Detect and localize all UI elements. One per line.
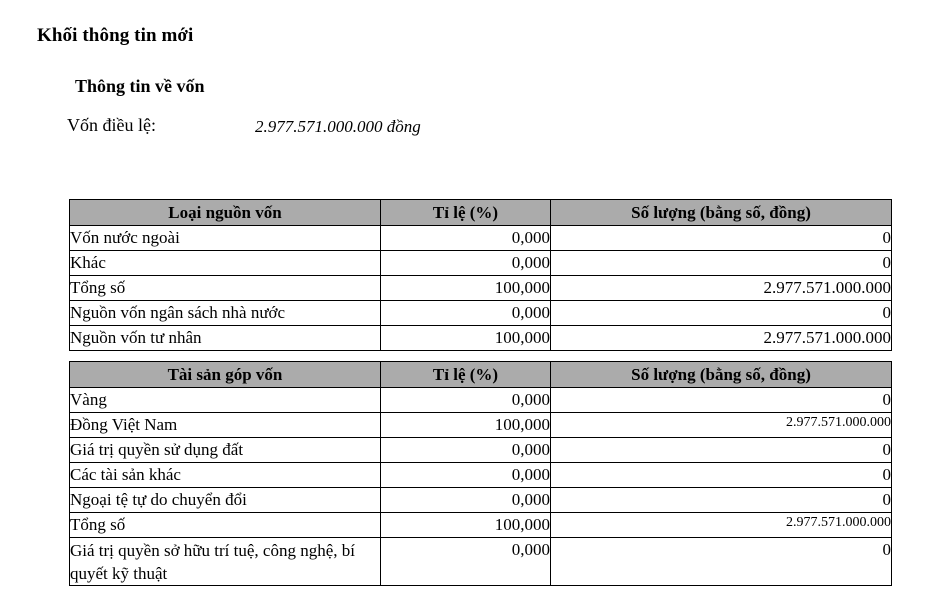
cell-rate: 100,000 xyxy=(381,513,551,538)
cell-rate: 0,000 xyxy=(381,388,551,413)
cell-source-type: Khác xyxy=(70,251,381,276)
cell-source-type: Nguồn vốn ngân sách nhà nước xyxy=(70,301,381,326)
cell-amount: 0 xyxy=(551,463,892,488)
cell-amount: 2.977.571.000.000 xyxy=(551,276,892,301)
cell-asset-type: Các tài sản khác xyxy=(70,463,381,488)
cell-rate: 0,000 xyxy=(381,251,551,276)
cell-rate: 100,000 xyxy=(381,326,551,351)
cell-asset-type: Vàng xyxy=(70,388,381,413)
cell-amount: 0 xyxy=(551,488,892,513)
cell-amount: 0 xyxy=(551,438,892,463)
cell-asset-type: Giá trị quyền sử dụng đất xyxy=(70,438,381,463)
cell-amount: 2.977.571.000.000 xyxy=(551,326,892,351)
table-row xyxy=(70,438,892,463)
column-header-amount: Số lượng (bằng số, đồng) xyxy=(551,362,892,388)
cell-amount: 2.977.571.000.000 xyxy=(551,413,892,438)
table-row xyxy=(70,226,892,251)
page-title: Khối thông tin mới xyxy=(37,25,194,46)
column-header-source-type: Loại nguồn vốn xyxy=(70,200,381,226)
table-row xyxy=(70,326,892,351)
table-row xyxy=(70,388,892,413)
column-header-amount: Số lượng (bằng số, đồng) xyxy=(551,200,892,226)
cell-amount: 2.977.571.000.000 xyxy=(551,513,892,538)
section-title-capital-info: Thông tin về vốn xyxy=(75,76,205,96)
table-row xyxy=(70,301,892,326)
cell-rate: 100,000 xyxy=(381,276,551,301)
cell-amount: 0 xyxy=(551,538,892,586)
table-row xyxy=(70,276,892,301)
cell-rate: 100,000 xyxy=(381,413,551,438)
table-row xyxy=(70,251,892,276)
cell-asset-type: Giá trị quyền sở hữu trí tuệ, công nghệ, bí quyết kỹ thuật xyxy=(70,538,381,586)
charter-capital-value: 2.977.571.000.000 đồng xyxy=(255,117,421,136)
cell-amount: 0 xyxy=(551,388,892,413)
cell-amount: 0 xyxy=(551,226,892,251)
table-row xyxy=(70,538,892,586)
cell-rate: 0,000 xyxy=(381,226,551,251)
cell-source-type: Vốn nước ngoài xyxy=(70,226,381,251)
table-capital-sources xyxy=(69,199,892,351)
cell-source-type: Nguồn vốn tư nhân xyxy=(70,326,381,351)
cell-asset-type: Đồng Việt Nam xyxy=(70,413,381,438)
table-row xyxy=(70,413,892,438)
table-row xyxy=(70,513,892,538)
cell-amount: 0 xyxy=(551,251,892,276)
table-header-row xyxy=(70,200,892,226)
column-header-rate: Tỉ lệ (%) xyxy=(381,362,551,388)
column-header-rate: Tỉ lệ (%) xyxy=(381,200,551,226)
cell-rate: 0,000 xyxy=(381,488,551,513)
cell-asset-type: Ngoại tệ tự do chuyển đổi xyxy=(70,488,381,513)
cell-source-type: Tổng số xyxy=(70,276,381,301)
column-header-asset-type: Tài sản góp vốn xyxy=(70,362,381,388)
cell-rate: 0,000 xyxy=(381,438,551,463)
charter-capital-label: Vốn điều lệ: xyxy=(67,115,156,135)
cell-rate: 0,000 xyxy=(381,301,551,326)
table-contributed-assets xyxy=(69,361,892,586)
table-row xyxy=(70,463,892,488)
cell-rate: 0,000 xyxy=(381,463,551,488)
cell-amount: 0 xyxy=(551,301,892,326)
cell-asset-type: Tổng số xyxy=(70,513,381,538)
cell-rate: 0,000 xyxy=(381,538,551,586)
table-row xyxy=(70,488,892,513)
table-header-row xyxy=(70,362,892,388)
